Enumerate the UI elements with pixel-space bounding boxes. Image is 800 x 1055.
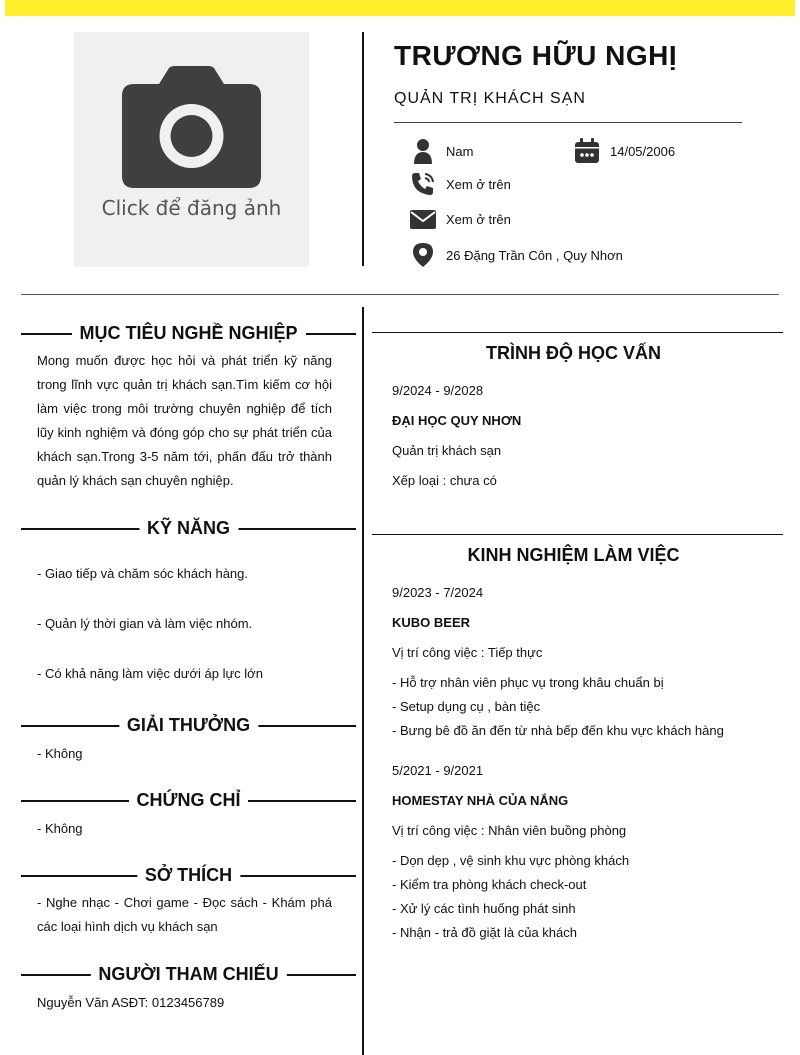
gender-row (410, 138, 473, 164)
references-heading (21, 962, 356, 986)
education-major: Quản trị khách sạn (392, 443, 502, 458)
header-separator (21, 294, 779, 295)
job-task: - Dọn dẹp , vệ sinh khu vực phòng khách (392, 853, 630, 868)
objective-heading (21, 321, 356, 345)
awards-title: GIẢI THƯỞNG (119, 713, 258, 737)
photo-caption: Click để đăng ảnh (101, 196, 282, 220)
job-period: 5/2021 - 9/2021 (392, 763, 484, 778)
education-school: ĐẠI HỌC QUY NHƠN (392, 413, 522, 428)
photo-upload[interactable] (74, 32, 309, 267)
email-value: Xem ở trên (446, 211, 511, 227)
job-task: - Hỗ trợ nhân viên phục vụ trong khâu chuẩn bị (392, 675, 664, 690)
certificates-text: - Không (37, 821, 83, 836)
job-period: 9/2023 - 7/2024 (392, 585, 484, 600)
column-divider (362, 307, 364, 1055)
hobbies-title: SỞ THÍCH (137, 863, 240, 887)
skills-heading (21, 516, 356, 540)
job-task: - Xử lý các tình huống phát sinh (392, 901, 576, 916)
calendar-icon (574, 138, 600, 164)
objective-title: MỤC TIÊU NGHỀ NGHIỆP (71, 321, 305, 345)
certificates-title: CHỨNG CHỈ (129, 788, 249, 812)
references-text: Nguyễn Văn ASĐT: 0123456789 (37, 995, 225, 1010)
experience-rule (372, 534, 783, 535)
phone-icon (410, 171, 436, 197)
address-value: 26 Đặng Trần Côn , Quy Nhơn (446, 247, 623, 263)
skill-item: - Có khả năng làm việc dưới áp lực lớn (37, 666, 263, 681)
phone-value: Xem ở trên (446, 176, 511, 192)
experience-title: KINH NGHIỆM LÀM VIỆC (467, 545, 680, 565)
skill-item: - Quản lý thời gian và làm việc nhóm. (37, 616, 253, 631)
job-task: - Nhận - trả đồ giặt là của khách (392, 925, 577, 940)
birthday-value: 14/05/2006 (610, 143, 676, 159)
title-rule (394, 122, 742, 123)
mail-icon (410, 206, 436, 232)
education-rank: Xếp loại : chưa có (392, 473, 497, 488)
gender-value: Nam (446, 143, 474, 159)
camera-icon (121, 66, 262, 188)
education-title: TRÌNH ĐỘ HỌC VẤN (486, 343, 661, 363)
header-divider (362, 32, 364, 266)
hobbies-text: - Nghe nhạc - Chơi game - Đọc sách - Khám phá các loại hình dịch vụ khách sạn (37, 895, 332, 934)
job-task: - Setup dụng cụ , bàn tiệc (392, 699, 541, 714)
job-company: HOMESTAY NHÀ CỦA NẮNG (392, 793, 569, 808)
top-accent-bar (5, 0, 795, 16)
references-title: NGƯỜI THAM CHIẾU (90, 962, 286, 986)
objective-text: Mong muốn được học hỏi và phát triển kỹ năng trong lĩnh vực quản trị khách sạn.Tìm kiếm cơ hội làm việc trong môi trường chuyên nghiệp để tích lũy kinh nghiệm và đóng góp cho sự phát triển của khách sạn.Trong 3-5 năm tới, phấn đấu trở thành quản lý khách sạn chuyên nghiệp. (37, 353, 332, 488)
phone-row (410, 171, 511, 197)
skills-title: KỸ NĂNG (139, 516, 238, 540)
hobbies-heading (21, 863, 356, 887)
candidate-name: TRƯƠNG HỮU NGHỊ (394, 40, 678, 71)
job-task: - Kiểm tra phòng khách check-out (392, 877, 587, 892)
awards-text: - Không (37, 746, 83, 761)
address-row (410, 242, 623, 268)
education-rule (372, 332, 783, 333)
job-title: QUẢN TRỊ KHÁCH SẠN (394, 90, 586, 107)
person-icon (410, 138, 436, 164)
education-period: 9/2024 - 9/2028 (392, 383, 484, 398)
skill-item: - Giao tiếp và chăm sóc khách hàng. (37, 566, 249, 581)
job-task: - Bưng bê đồ ăn đến từ nhà bếp đến khu vực khách hàng (392, 723, 724, 738)
job-position: Vị trí công việc : Nhân viên buồng phòng (392, 823, 627, 838)
job-position: Vị trí công việc : Tiếp thực (392, 645, 543, 660)
birthday-row (574, 138, 675, 164)
location-pin-icon (410, 242, 436, 268)
certificates-heading (21, 788, 356, 812)
job-company: KUBO BEER (392, 615, 471, 630)
email-row (410, 206, 511, 232)
awards-heading (21, 713, 356, 737)
